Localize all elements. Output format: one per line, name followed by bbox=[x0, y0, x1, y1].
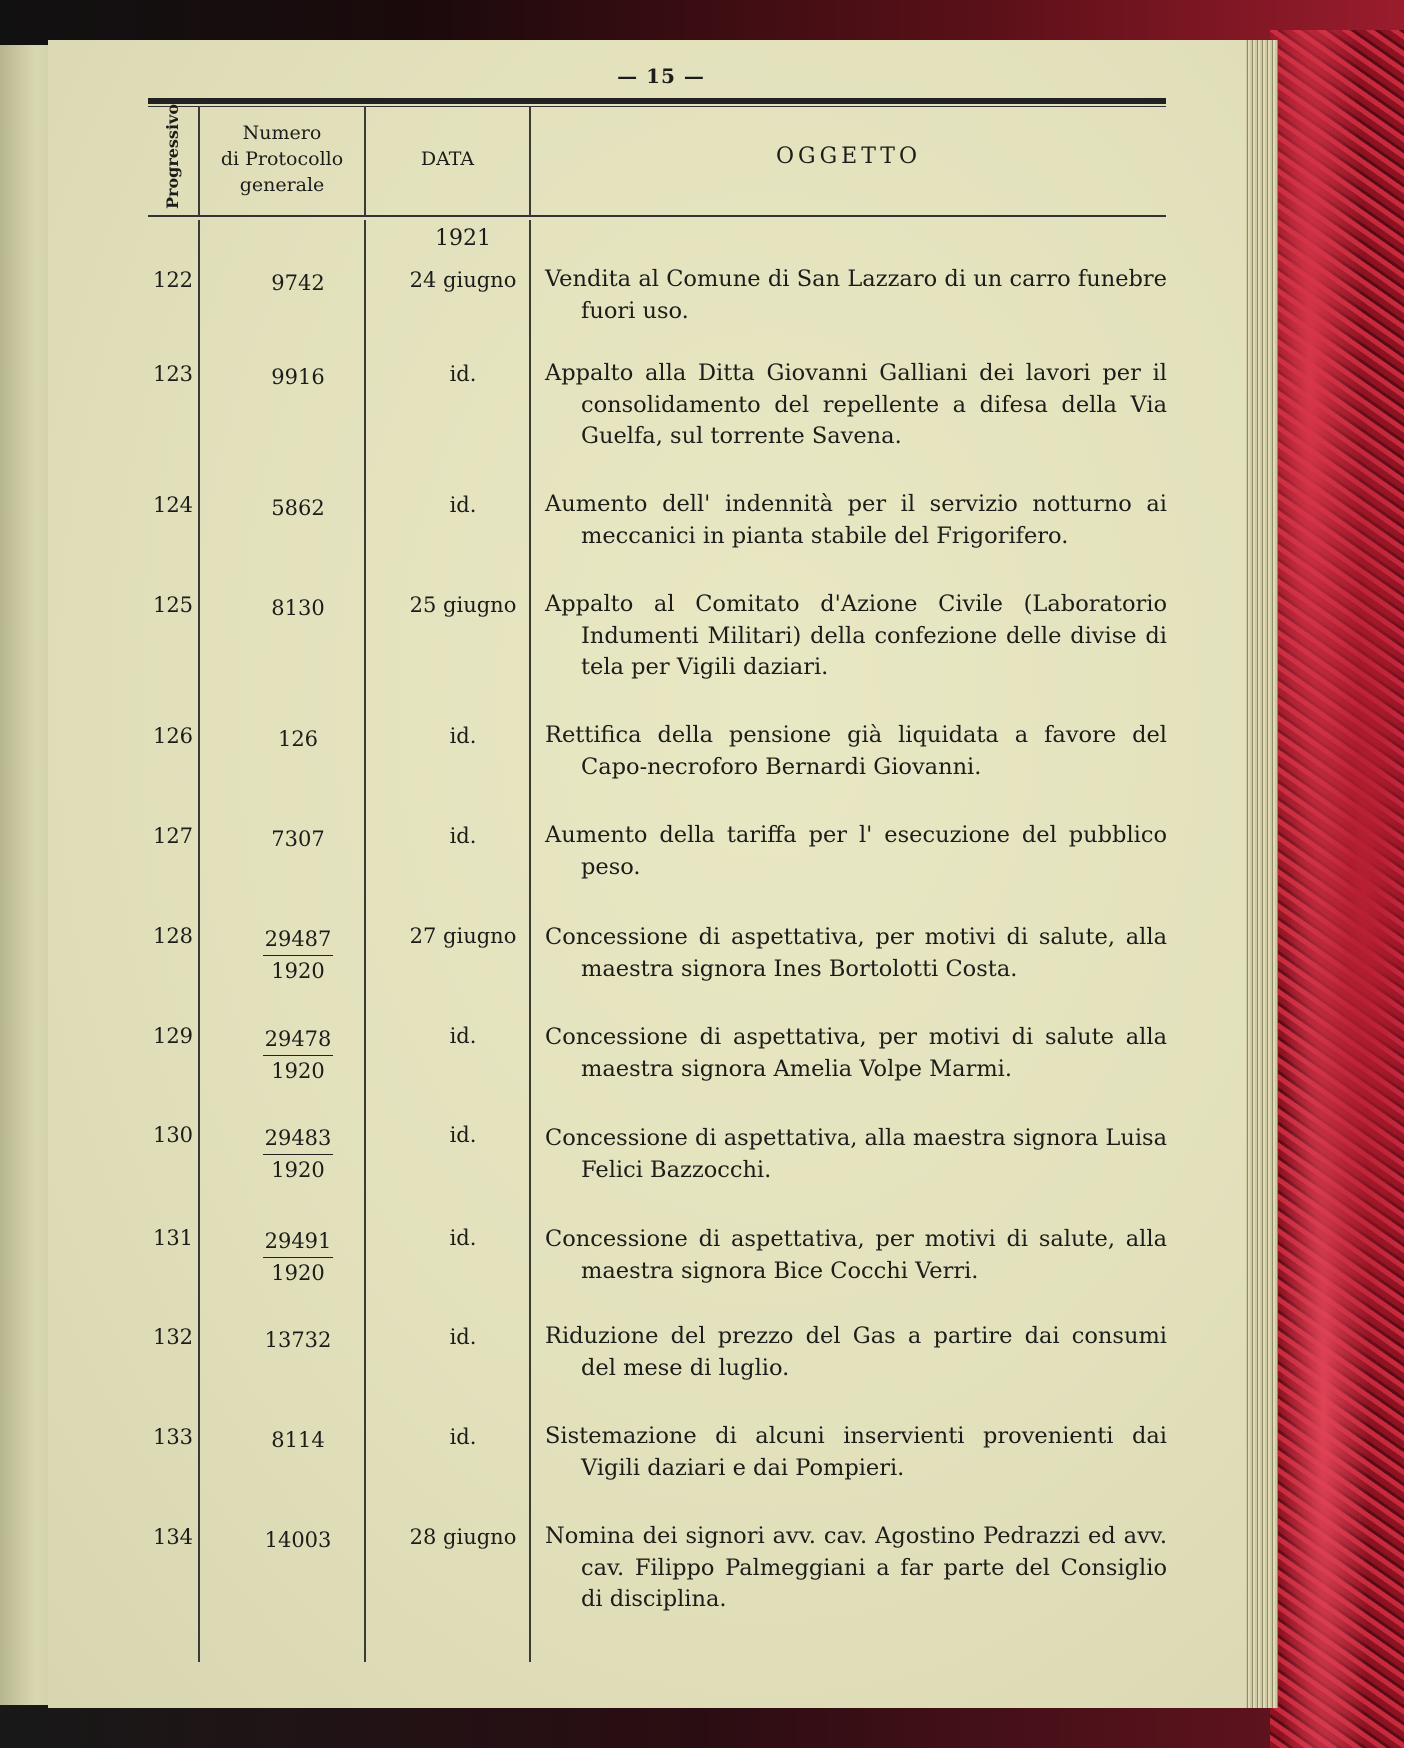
row-progressivo: 132 bbox=[152, 1325, 194, 1349]
row-oggetto: Appalto al Comitato d'Azione Civile (Laboratorio Indumenti Militari) della confezione delle divise di tela per Vigili daziari. bbox=[545, 591, 1167, 680]
row-date: 27 giugno bbox=[409, 924, 517, 948]
row-protocollo: 126 bbox=[277, 727, 319, 751]
row-oggetto: Concessione di aspettativa, alla maestra signora Luisa Felici Bazzocchi. bbox=[545, 1125, 1168, 1183]
row-oggetto: Concessione di aspettativa, per motivi di salute, alla maestra signora Ines Bortolotti Costa. bbox=[545, 924, 1167, 982]
protocollo-year: 1920 bbox=[271, 959, 325, 983]
row-oggetto: Vendita al Comune di San Lazzaro di un carro funebre fuori uso. bbox=[545, 266, 1167, 324]
protocollo-year: 1920 bbox=[271, 1059, 325, 1083]
row-date: id. bbox=[449, 824, 477, 848]
row-date: id. bbox=[449, 1226, 477, 1250]
row-oggetto: Sistemazione di alcuni inservienti provenienti dai Vigili daziari e dai Pompieri. bbox=[545, 1423, 1167, 1481]
row-protocollo: 9916 bbox=[271, 365, 325, 389]
row-date: id. bbox=[449, 1024, 477, 1048]
row-protocollo bbox=[228, 1226, 368, 1289]
row-oggetto: Aumento della tariffa per l' esecuzione del pubblico peso. bbox=[545, 822, 1167, 880]
top-rule bbox=[148, 98, 1166, 104]
row-protocollo bbox=[228, 924, 368, 987]
row-progressivo: 128 bbox=[152, 924, 194, 948]
row-protocollo bbox=[228, 1123, 368, 1186]
row-oggetto: Aumento dell' indennità per il servizio notturno ai meccanici in pianta stabile del Frigorifero. bbox=[545, 491, 1167, 549]
row-date: 28 giugno bbox=[409, 1525, 517, 1549]
row-progressivo: 127 bbox=[152, 824, 194, 848]
protocollo-number: 29483 bbox=[263, 1123, 334, 1155]
header-oggetto: OGGETTO bbox=[775, 144, 922, 169]
row-progressivo: 131 bbox=[152, 1226, 194, 1250]
row-date: 25 giugno bbox=[409, 593, 517, 617]
header-protocollo-line1: Numero bbox=[242, 122, 322, 144]
row-protocollo bbox=[228, 1024, 368, 1087]
row-oggetto: Rettifica della pensione già liquidata a favore del Capo-necroforo Bernardi Giovanni. bbox=[545, 722, 1167, 780]
header-protocollo-line3: generale bbox=[239, 174, 325, 196]
row-date: id. bbox=[449, 1325, 477, 1349]
row-protocollo: 14003 bbox=[264, 1528, 332, 1552]
protocollo-year: 1920 bbox=[271, 1158, 325, 1182]
row-protocollo: 7307 bbox=[271, 827, 325, 851]
protocollo-number: 29487 bbox=[263, 924, 334, 956]
row-progressivo: 129 bbox=[152, 1024, 194, 1048]
row-protocollo: 5862 bbox=[271, 496, 325, 520]
year-label: 1921 bbox=[435, 226, 491, 251]
row-oggetto: Appalto alla Ditta Giovanni Galliani dei lavori per il consolidamento del repellente a difesa della Via Guelfa, sul torrente Savena. bbox=[545, 360, 1167, 449]
row-date: id. bbox=[449, 1123, 477, 1147]
header-data: DATA bbox=[420, 148, 475, 170]
header-protocollo-line2: di Protocollo bbox=[220, 148, 344, 170]
row-date: id. bbox=[449, 724, 477, 748]
marbled-cover bbox=[1270, 30, 1404, 1748]
top-rule-thin bbox=[148, 106, 1166, 107]
row-date: 24 giugno bbox=[409, 268, 517, 292]
page-number: — 15 — bbox=[617, 64, 705, 88]
row-protocollo: 8130 bbox=[271, 596, 325, 620]
row-progressivo: 133 bbox=[152, 1425, 194, 1449]
row-oggetto: Concessione di aspettativa, per motivi di salute alla maestra signora Amelia Volpe Marmi. bbox=[545, 1024, 1167, 1082]
row-progressivo: 134 bbox=[152, 1525, 194, 1549]
row-oggetto: Nomina dei signori avv. cav. Agostino Pedrazzi ed avv. cav. Filippo Palmeggiani a far parte del Consiglio di disciplina. bbox=[545, 1523, 1167, 1612]
header-rule bbox=[148, 215, 1166, 217]
protocollo-number: 29478 bbox=[263, 1024, 334, 1056]
row-oggetto: Concessione di aspettativa, per motivi di salute, alla maestra signora Bice Cocchi Verri. bbox=[545, 1226, 1167, 1284]
protocollo-year: 1920 bbox=[271, 1261, 325, 1285]
row-date: id. bbox=[449, 362, 477, 386]
protocollo-number: 29491 bbox=[263, 1226, 334, 1258]
row-progressivo: 125 bbox=[152, 593, 194, 617]
row-progressivo: 124 bbox=[152, 493, 194, 517]
header-progressivo-label: Progressivo bbox=[162, 103, 182, 209]
row-date: id. bbox=[449, 1425, 477, 1449]
row-progressivo: 123 bbox=[152, 362, 194, 386]
header-progressivo bbox=[152, 100, 192, 212]
row-date: id. bbox=[449, 493, 477, 517]
row-progressivo: 130 bbox=[152, 1123, 194, 1147]
row-oggetto: Riduzione del prezzo del Gas a partire dai consumi del mese di luglio. bbox=[545, 1323, 1167, 1381]
row-progressivo: 126 bbox=[152, 724, 194, 748]
row-protocollo: 9742 bbox=[271, 271, 325, 295]
row-progressivo: 122 bbox=[152, 268, 194, 292]
register-page bbox=[48, 40, 1246, 1708]
header-protocollo bbox=[200, 120, 364, 198]
row-protocollo: 13732 bbox=[264, 1328, 332, 1352]
row-protocollo: 8114 bbox=[271, 1428, 325, 1452]
